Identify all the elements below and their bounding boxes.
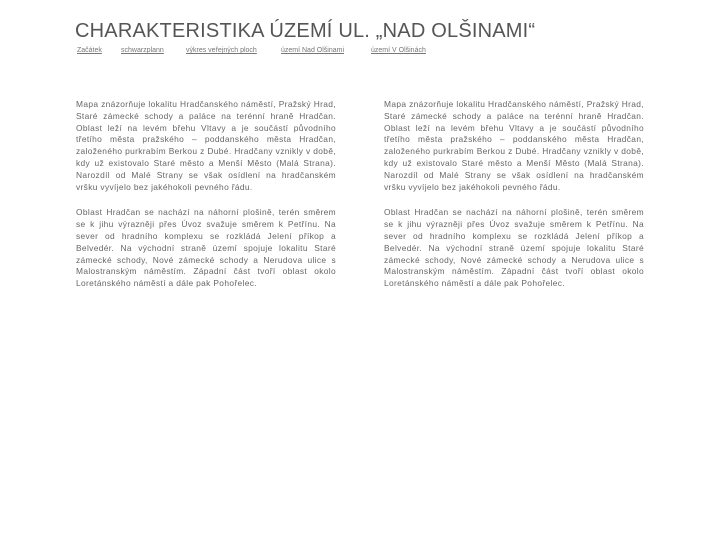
paragraph-terrain: Oblast Hradčan se nachází na náhorní plošině, terén směrem se k jihu výrazněji přes Úvoz svažuje směrem k Petřínu. Na sever od hradního komplexu se rozkládá Jelení příkop a Belvedér. Na východní straně území spojuje lokalitu Staré zámecké schody, Nové zámecké schody a Nerudova ulice s Malostranským náměstím. Západní část tvoří oblast okolo Loretánského náměstí a dále pak Pohořelec. (76, 207, 336, 289)
nav-link-uzemi-v-olsinach[interactable]: území V Olšinách (371, 47, 426, 54)
text-column-right (384, 99, 644, 304)
nav-link-uzemi-nad-olsinami[interactable]: území Nad Olšinami (281, 47, 345, 54)
text-column-left (76, 99, 336, 304)
nav-link-schwarzplann[interactable]: schwarzplann (121, 47, 164, 54)
paragraph-terrain: Oblast Hradčan se nachází na náhorní plošině, terén směrem se k jihu výrazněji přes Úvoz svažuje směrem k Petřínu. Na sever od hradního komplexu se rozkládá Jelení příkop a Belvedér. Na východní straně území spojuje lokalitu Staré zámecké schody, Nové zámecké schody a Nerudova ulice s Malostranským náměstím. Západní část tvoří oblast okolo Loretánského náměstí a dále pak Pohořelec. (384, 207, 644, 289)
nav-link-zacatek[interactable]: Začátek (77, 47, 102, 54)
top-navigation (0, 47, 720, 59)
page-title: CHARAKTERISTIKA ÚZEMÍ UL. „NAD OLŠINAMI“ (75, 20, 536, 42)
paragraph-intro: Mapa znázorňuje lokalitu Hradčanského náměstí, Pražský Hrad, Staré zámecké schody a paláce na terénní hraně Hradčan. Oblast leží na levém břehu Vltavy a je součástí původního třetího města pražského – poddanského města Hradčan, založeného purkrabím Berkou z Dubé. Hradčany vznikly v době, kdy už existovalo Staré město a Menší Město (Malá Strana). Narozdíl od Malé Strany se však osídlení na hradčanském vršku vyvíjelo bez jakéhokoli pevného řádu. (76, 99, 336, 192)
nav-link-vykres-verejnych-ploch[interactable]: výkres veřejných ploch (186, 47, 257, 54)
paragraph-intro: Mapa znázorňuje lokalitu Hradčanského náměstí, Pražský Hrad, Staré zámecké schody a paláce na terénní hraně Hradčan. Oblast leží na levém břehu Vltavy a je součástí původního třetího města pražského – poddanského města Hradčan, založeného purkrabím Berkou z Dubé. Hradčany vznikly v době, kdy už existovalo Staré město a Menší Město (Malá Strana). Narozdíl od Malé Strany se však osídlení na hradčanském vršku vyvíjelo bez jakéhokoli pevného řádu. (384, 99, 644, 192)
